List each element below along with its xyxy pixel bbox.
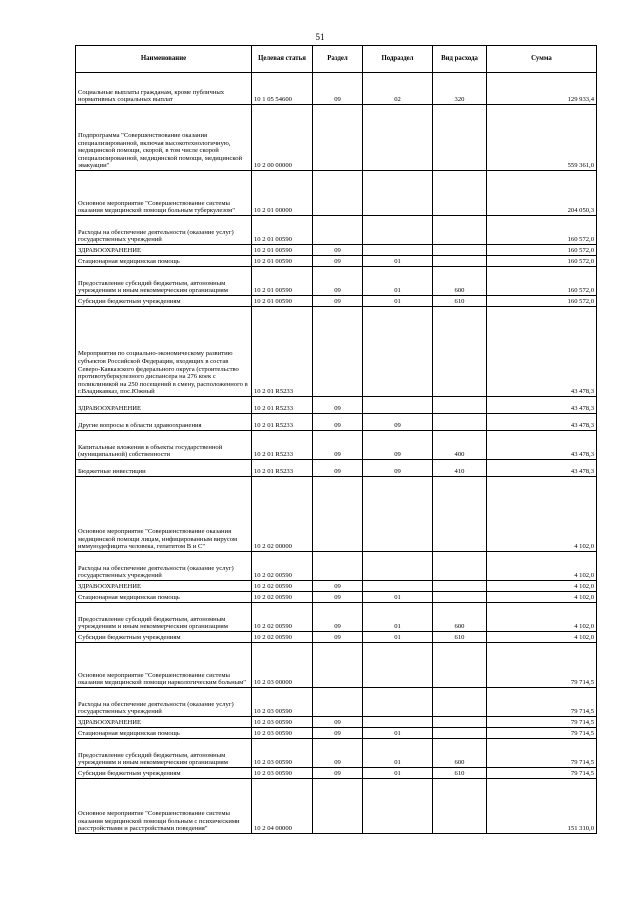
table-cell-amount: 79 714,5	[487, 768, 597, 779]
budget-table	[75, 45, 597, 834]
table-cell-name: Предоставление субсидий бюджетным, автономным учреждениям и иным некоммерческим организациям	[76, 739, 252, 768]
table-cell-target: 10 2 02 00590	[252, 581, 313, 592]
table-cell-expense-type: 610	[433, 296, 487, 307]
table-row	[76, 216, 597, 245]
table-row	[76, 397, 597, 414]
table-cell-target: 10 2 02 00000	[252, 477, 313, 552]
table-row	[76, 73, 597, 105]
table-cell-target: 10 2 03 00590	[252, 739, 313, 768]
table-cell-expense-type	[433, 256, 487, 267]
table-row	[76, 460, 597, 477]
table-cell-expense-type: 610	[433, 632, 487, 643]
table-cell-amount: 43 478,3	[487, 397, 597, 414]
table-cell-expense-type	[433, 552, 487, 581]
table-row	[76, 643, 597, 688]
table-cell-expense-type	[433, 779, 487, 834]
table-cell-section: 09	[313, 717, 363, 728]
table-cell-amount: 160 572,0	[487, 245, 597, 256]
table-cell-section	[313, 171, 363, 216]
table-cell-subsection	[363, 643, 433, 688]
table-cell-amount: 4 102,0	[487, 592, 597, 603]
table-cell-amount: 4 102,0	[487, 552, 597, 581]
table-cell-name: Социальные выплаты гражданам, кроме публичных нормативных социальных выплат	[76, 73, 252, 105]
table-cell-name: Предоставление субсидий бюджетным, автономным учреждениям и иным некоммерческим организациям	[76, 603, 252, 632]
table-cell-expense-type: 320	[433, 73, 487, 105]
table-cell-amount: 160 572,0	[487, 296, 597, 307]
table-cell-amount: 43 478,3	[487, 460, 597, 477]
page-number: 51	[315, 32, 325, 42]
table-cell-name: Субсидии бюджетным учреждениям	[76, 296, 252, 307]
table-cell-expense-type	[433, 307, 487, 397]
table-cell-target: 10 2 02 00590	[252, 632, 313, 643]
table-cell-name: Основное мероприятие "Совершенствование системы оказания медицинской помощи больным туберкулезом"	[76, 171, 252, 216]
table-cell-expense-type	[433, 171, 487, 216]
table-cell-expense-type	[433, 414, 487, 431]
table-cell-subsection: 01	[363, 267, 433, 296]
table-cell-amount: 4 102,0	[487, 581, 597, 592]
table-row	[76, 603, 597, 632]
table-cell-section: 09	[313, 73, 363, 105]
table-cell-name: ЗДРАВООХРАНЕНИЕ	[76, 717, 252, 728]
table-cell-subsection	[363, 477, 433, 552]
table-cell-name: Расходы на обеспечение деятельности (оказание услуг) государственных учреждений	[76, 216, 252, 245]
table-cell-section: 09	[313, 414, 363, 431]
table-cell-expense-type	[433, 216, 487, 245]
table-cell-amount: 160 572,0	[487, 267, 597, 296]
table-cell-subsection: 01	[363, 592, 433, 603]
table-cell-amount: 79 714,5	[487, 688, 597, 717]
table-cell-expense-type	[433, 728, 487, 739]
table-cell-amount: 43 478,3	[487, 431, 597, 460]
table-cell-subsection: 01	[363, 768, 433, 779]
table-row	[76, 245, 597, 256]
table-cell-subsection: 09	[363, 414, 433, 431]
col-header-amount: Сумма	[487, 46, 597, 73]
table-cell-section: 09	[313, 603, 363, 632]
table-cell-subsection: 09	[363, 460, 433, 477]
col-header-expense-type: Вид расхода	[433, 46, 487, 73]
col-header-subsection: Подраздел	[363, 46, 433, 73]
table-cell-subsection: 01	[363, 603, 433, 632]
table-cell-target: 10 2 01 00590	[252, 216, 313, 245]
table-cell-section	[313, 688, 363, 717]
table-cell-section: 09	[313, 431, 363, 460]
table-cell-target: 10 2 00 00000	[252, 105, 313, 171]
table-cell-subsection	[363, 717, 433, 728]
table-cell-subsection: 01	[363, 728, 433, 739]
table-cell-subsection	[363, 581, 433, 592]
table-cell-name: Стационарная медицинская помощь	[76, 256, 252, 267]
table-cell-amount: 4 102,0	[487, 632, 597, 643]
table-cell-section: 09	[313, 460, 363, 477]
table-cell-expense-type: 600	[433, 739, 487, 768]
table-cell-name: Мероприятия по социально-экономическому развитию субъектов Российской Федерации, входящих в состав Северо-Кавказского федерального округа (строительство противотуберкулезного диспансера на 276 коек с поликлиникой на 250 посещений в смену, расположенного в г.Владикавказ, пос.Южный	[76, 307, 252, 397]
table-row	[76, 717, 597, 728]
table-cell-name: Предоставление субсидий бюджетным, автономным учреждениям и иным некоммерческим организациям	[76, 267, 252, 296]
table-cell-section: 09	[313, 256, 363, 267]
table-cell-expense-type	[433, 643, 487, 688]
table-row	[76, 477, 597, 552]
table-cell-name: Расходы на обеспечение деятельности (оказание услуг) государственных учреждений	[76, 552, 252, 581]
table-cell-amount: 43 478,3	[487, 307, 597, 397]
table-row	[76, 739, 597, 768]
table-cell-target: 10 2 01 00590	[252, 267, 313, 296]
table-cell-subsection	[363, 105, 433, 171]
table-cell-subsection	[363, 397, 433, 414]
table-cell-section	[313, 216, 363, 245]
table-row	[76, 105, 597, 171]
table-cell-target: 10 2 03 00000	[252, 643, 313, 688]
table-row	[76, 171, 597, 216]
table-cell-subsection	[363, 552, 433, 581]
table-cell-expense-type	[433, 581, 487, 592]
table-cell-expense-type	[433, 397, 487, 414]
table-cell-name: ЗДРАВООХРАНЕНИЕ	[76, 397, 252, 414]
table-cell-expense-type	[433, 245, 487, 256]
table-cell-name: ЗДРАВООХРАНЕНИЕ	[76, 581, 252, 592]
table-cell-expense-type	[433, 688, 487, 717]
table-cell-name: Субсидии бюджетным учреждениям	[76, 632, 252, 643]
table-cell-section: 09	[313, 739, 363, 768]
table-cell-expense-type: 600	[433, 267, 487, 296]
table-cell-subsection	[363, 245, 433, 256]
table-cell-target: 10 2 01 R5233	[252, 460, 313, 477]
table-cell-name: Стационарная медицинская помощь	[76, 728, 252, 739]
table-row	[76, 592, 597, 603]
table-cell-section: 09	[313, 296, 363, 307]
table-cell-section: 09	[313, 267, 363, 296]
table-cell-amount: 79 714,5	[487, 643, 597, 688]
table-cell-amount: 79 714,5	[487, 728, 597, 739]
table-cell-target: 10 2 01 R5233	[252, 397, 313, 414]
table-cell-target: 10 2 03 00590	[252, 768, 313, 779]
col-header-target: Целевая статья	[252, 46, 313, 73]
table-cell-section	[313, 105, 363, 171]
table-row	[76, 256, 597, 267]
table-cell-section: 09	[313, 245, 363, 256]
table-cell-subsection	[363, 779, 433, 834]
table-cell-amount: 79 714,5	[487, 717, 597, 728]
table-cell-subsection: 01	[363, 632, 433, 643]
table-cell-subsection	[363, 688, 433, 717]
table-cell-amount: 160 572,0	[487, 216, 597, 245]
table-cell-target: 10 2 01 R5233	[252, 414, 313, 431]
table-cell-target: 10 2 02 00590	[252, 603, 313, 632]
col-header-section: Раздел	[313, 46, 363, 73]
table-row	[76, 431, 597, 460]
table-cell-subsection: 01	[363, 256, 433, 267]
table-cell-name: ЗДРАВООХРАНЕНИЕ	[76, 245, 252, 256]
table-cell-target: 10 2 01 00590	[252, 256, 313, 267]
table-cell-section	[313, 779, 363, 834]
table-cell-target: 10 2 01 R5233	[252, 307, 313, 397]
table-cell-target: 10 2 03 00590	[252, 717, 313, 728]
table-cell-name: Расходы на обеспечение деятельности (оказание услуг) государственных учреждений	[76, 688, 252, 717]
table-cell-amount: 151 310,0	[487, 779, 597, 834]
table-cell-expense-type	[433, 477, 487, 552]
table-cell-section: 09	[313, 632, 363, 643]
table-row	[76, 768, 597, 779]
table-cell-expense-type: 400	[433, 431, 487, 460]
table-cell-amount: 4 102,0	[487, 603, 597, 632]
table-cell-subsection	[363, 171, 433, 216]
table-cell-subsection	[363, 307, 433, 397]
table-row	[76, 267, 597, 296]
table-cell-expense-type	[433, 105, 487, 171]
table-cell-section: 09	[313, 768, 363, 779]
table-row	[76, 632, 597, 643]
table-cell-name: Основное мероприятие "Совершенствование оказания медицинской помощи лицам, инфицированным вирусом иммунодефицита человека, гепатитом B и C"	[76, 477, 252, 552]
table-cell-section	[313, 643, 363, 688]
table-cell-target: 10 1 05 54600	[252, 73, 313, 105]
table-cell-amount: 43 478,3	[487, 414, 597, 431]
table-cell-expense-type	[433, 592, 487, 603]
table-cell-name: Капитальные вложения в объекты государственной (муниципальной) собственности	[76, 431, 252, 460]
table-cell-section	[313, 552, 363, 581]
table-cell-name: Бюджетные инвестиции	[76, 460, 252, 477]
header-row	[76, 46, 597, 73]
table-cell-subsection: 01	[363, 739, 433, 768]
table-cell-target: 10 2 01 R5233	[252, 431, 313, 460]
table-cell-name: Основное мероприятие "Совершенствование системы оказания медицинской помощи больным с психическими расстройствами и расстройствами поведения"	[76, 779, 252, 834]
table-row	[76, 552, 597, 581]
table-row	[76, 307, 597, 397]
table-cell-amount: 559 361,0	[487, 105, 597, 171]
table-cell-amount: 4 102,0	[487, 477, 597, 552]
table-cell-section	[313, 477, 363, 552]
table-cell-section: 09	[313, 581, 363, 592]
table-cell-expense-type: 410	[433, 460, 487, 477]
table-cell-amount: 129 933,4	[487, 73, 597, 105]
table-cell-target: 10 2 02 00590	[252, 552, 313, 581]
table-cell-amount: 204 050,3	[487, 171, 597, 216]
table-cell-expense-type: 610	[433, 768, 487, 779]
table-cell-target: 10 2 02 00590	[252, 592, 313, 603]
table-cell-subsection: 02	[363, 73, 433, 105]
table-cell-section: 09	[313, 728, 363, 739]
table-cell-target: 10 2 04 00000	[252, 779, 313, 834]
table-cell-name: Подпрограмма "Совершенствование оказания специализированной, включая высокотехнологичную, медицинской помощи, скорой, в том числе скорой специализированной, медицинской помощи, медицинской эвакуации"	[76, 105, 252, 171]
table-cell-name: Основное мероприятие "Совершенствование системы оказания медицинской помощи наркологическим больным"	[76, 643, 252, 688]
table-row	[76, 581, 597, 592]
col-header-name: Наименование	[76, 46, 252, 73]
table-cell-name: Другие вопросы в области здравоохранения	[76, 414, 252, 431]
table-cell-target: 10 2 01 00590	[252, 296, 313, 307]
table-cell-name: Субсидии бюджетным учреждениям	[76, 768, 252, 779]
table-cell-amount: 79 714,5	[487, 739, 597, 768]
table-cell-target: 10 2 03 00590	[252, 728, 313, 739]
table-cell-name: Стационарная медицинская помощь	[76, 592, 252, 603]
table-row	[76, 688, 597, 717]
table-row	[76, 414, 597, 431]
table-cell-subsection	[363, 216, 433, 245]
table-cell-section: 09	[313, 397, 363, 414]
table-cell-expense-type	[433, 717, 487, 728]
table-cell-amount: 160 572,0	[487, 256, 597, 267]
table-cell-target: 10 2 03 00590	[252, 688, 313, 717]
table-cell-section: 09	[313, 592, 363, 603]
table-row	[76, 779, 597, 834]
table-cell-target: 10 2 01 00000	[252, 171, 313, 216]
table-row	[76, 728, 597, 739]
table-cell-expense-type: 600	[433, 603, 487, 632]
table-cell-target: 10 2 01 00590	[252, 245, 313, 256]
table-row	[76, 296, 597, 307]
table-cell-subsection: 09	[363, 431, 433, 460]
table-cell-section	[313, 307, 363, 397]
table-cell-subsection: 01	[363, 296, 433, 307]
